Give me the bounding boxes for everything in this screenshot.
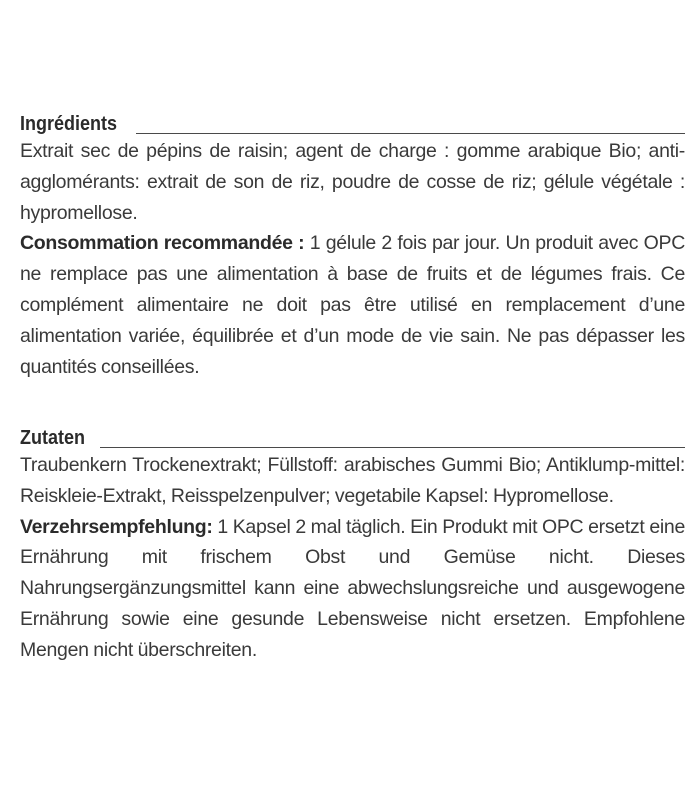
french-usage-label: Consommation recommandée :: [20, 232, 305, 255]
french-heading-rule: [136, 133, 685, 134]
french-ingredients-list: Extrait sec de pépins de raisin; agent de charge : gomme arabique Bio; anti-agglomérants: extrait de son de riz, poudre de cosse de riz; gélule végétale : hypromellose.: [20, 140, 685, 224]
german-usage-label: Verzehrsempfehlung:: [20, 515, 213, 538]
french-heading-row: [20, 108, 685, 136]
french-section: [20, 108, 685, 382]
german-section: [20, 422, 685, 666]
german-usage-text: 1 Kapsel 2 mal täglich. Ein Produkt mit OPC ersetzt eine Ernährung mit frischem Obst und Gemüse nicht. Dieses Nahrungsergänzungsmittel kann eine abwechslungsreiche und ausgewogene Ernährung sowie eine gesunde Lebensweise nicht ersetzen. Empfohlene Mengen nicht überschreiten.: [20, 515, 685, 661]
french-usage-text: 1 gélule 2 fois par jour. Un produit avec OPC ne remplace pas une alimentation à base de fruits et de légumes frais. Ce complément alimentaire ne doit pas être utilisé en remplacement d’une alimentation variée, équilibrée et d’un mode de vie sain. Ne pas dépasser les quantités conseillées.: [20, 232, 685, 378]
french-ingredients-heading: Ingrédients: [20, 113, 118, 135]
german-heading-row: [20, 422, 685, 450]
german-ingredients-list: Traubenkern Trockenextrakt; Füllstoff: arabisches Gummi Bio; Antiklump-mittel: Reiskleie-Extrakt, Reisspelzenpulver; vegetabile Kapsel: Hypromellose.: [20, 454, 685, 507]
german-ingredients-text: [20, 450, 685, 666]
german-ingredients-heading: Zutaten: [20, 427, 85, 449]
french-ingredients-text: [20, 136, 685, 382]
german-heading-rule: [100, 447, 685, 448]
